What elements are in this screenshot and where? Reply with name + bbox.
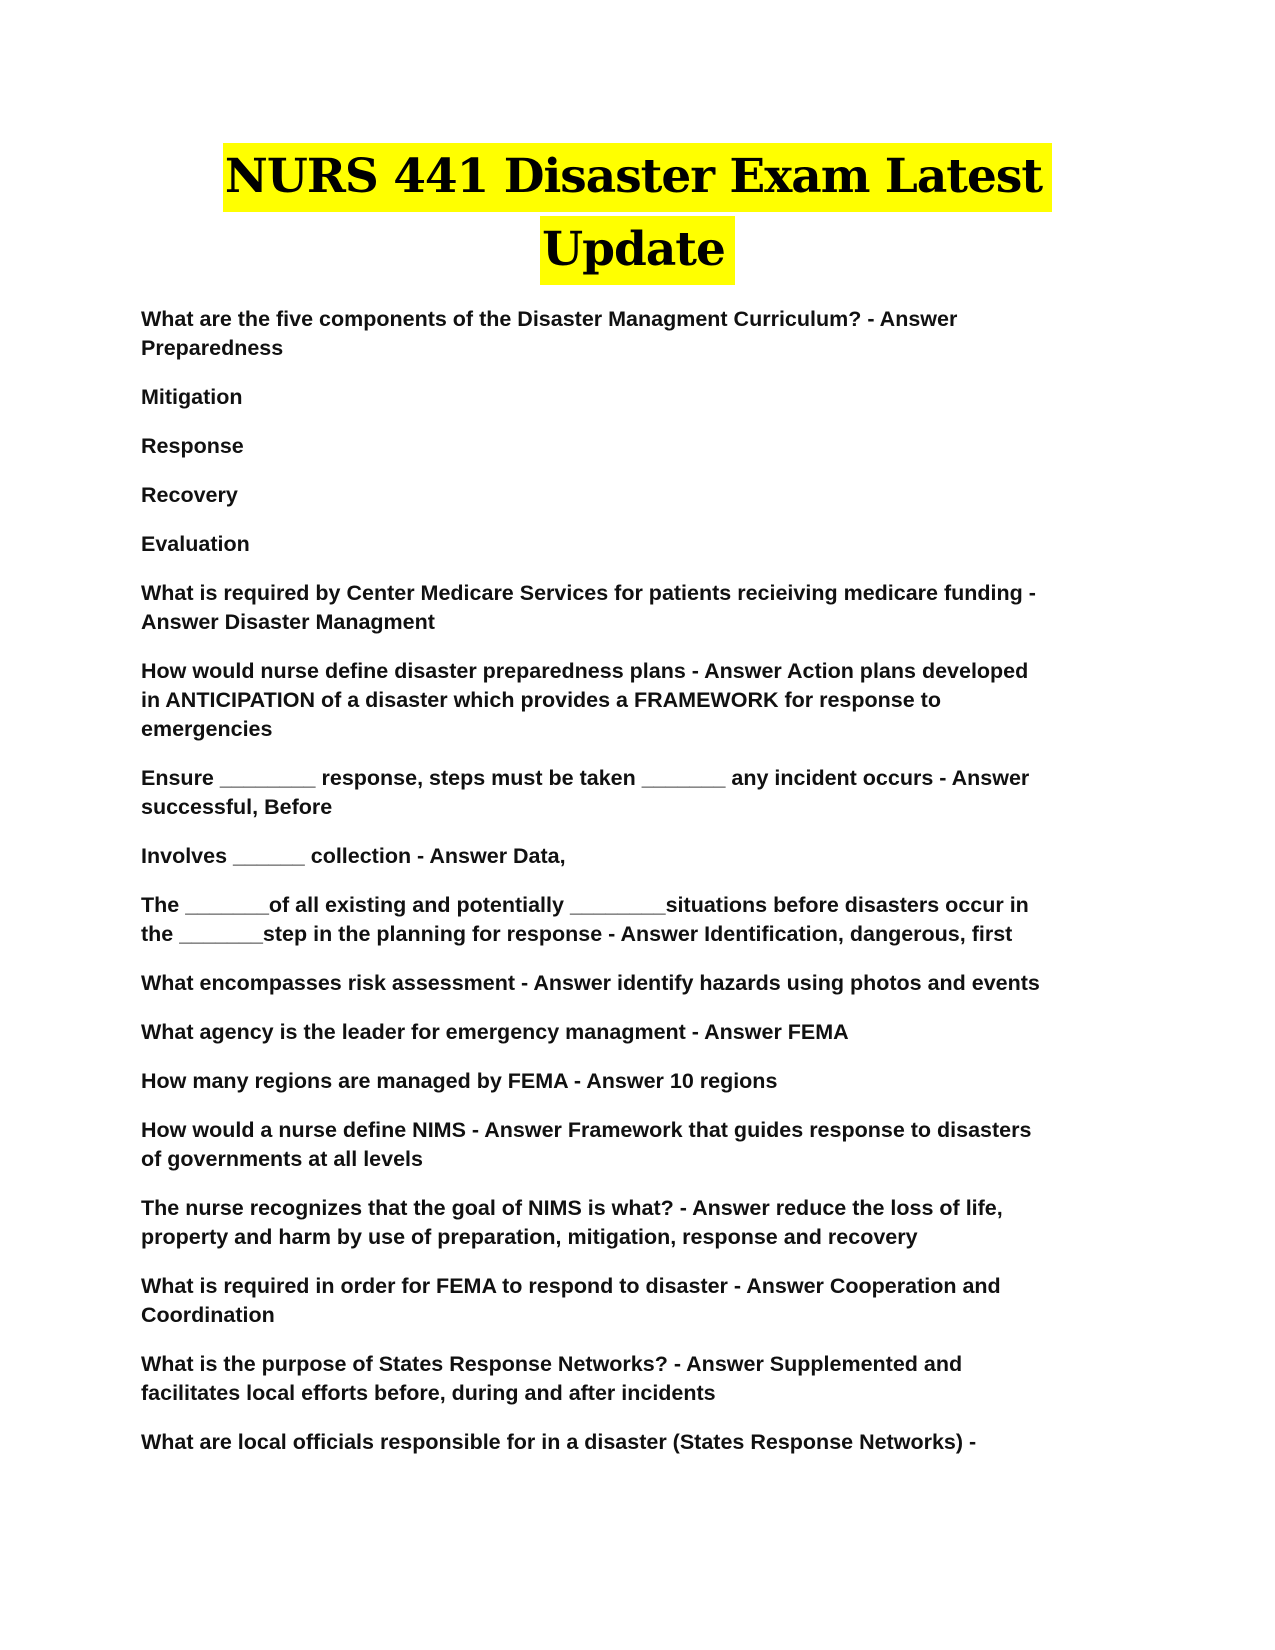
text-line: What is required by Center Medicare Services for patients recieiving medicare funding - <box>141 581 1036 605</box>
qa-paragraph <box>141 305 1141 363</box>
text-line: What encompasses risk assessment - Answer identify hazards using photos and events <box>141 971 1040 995</box>
text-line: emergencies <box>141 717 273 741</box>
text-line: What is the purpose of States Response Networks? - Answer Supplemented and <box>141 1352 963 1376</box>
qa-paragraph <box>141 657 1141 744</box>
text-line: facilitates local efforts before, during and after incidents <box>141 1381 716 1405</box>
qa-paragraph <box>141 969 1141 998</box>
text-line: in ANTICIPATION of a disaster which provides a FRAMEWORK for response to <box>141 688 941 712</box>
qa-paragraph <box>141 1350 1141 1408</box>
qa-paragraph <box>141 579 1141 637</box>
qa-paragraph <box>141 764 1141 822</box>
text-line: the _______step in the planning for response - Answer Identification, dangerous, first <box>141 922 1013 946</box>
text-line: successful, Before <box>141 795 333 819</box>
text-line: Evaluation <box>141 532 250 556</box>
qa-paragraph <box>141 1194 1141 1252</box>
title-line-2: Update <box>540 216 735 285</box>
text-line: of governments at all levels <box>141 1147 423 1171</box>
text-line: Coordination <box>141 1303 275 1327</box>
text-line: How many regions are managed by FEMA - Answer 10 regions <box>141 1069 778 1093</box>
text-line: What are the five components of the Disaster Managment Curriculum? - Answer <box>141 307 958 331</box>
document-body <box>141 305 1141 1477</box>
qa-paragraph <box>141 530 1141 559</box>
qa-paragraph <box>141 891 1141 949</box>
text-line: Answer Disaster Managment <box>141 610 435 634</box>
qa-paragraph <box>141 842 1141 871</box>
text-line: property and harm by use of preparation, mitigation, response and recovery <box>141 1225 918 1249</box>
qa-paragraph <box>141 432 1141 461</box>
text-line: The _______of all existing and potentially ________situations before disasters occur in <box>141 893 1029 917</box>
text-line: Preparedness <box>141 336 284 360</box>
qa-paragraph <box>141 1018 1141 1047</box>
text-line: How would nurse define disaster preparedness plans - Answer Action plans developed <box>141 659 1029 683</box>
text-line: How would a nurse define NIMS - Answer Framework that guides response to disasters <box>141 1118 1032 1142</box>
title-line-1: NURS 441 Disaster Exam Latest <box>223 143 1052 212</box>
qa-paragraph <box>141 1116 1141 1174</box>
qa-paragraph <box>141 383 1141 412</box>
document-title <box>0 140 1275 286</box>
text-line: What are local officials responsible for in a disaster (States Response Networks) - <box>141 1430 977 1454</box>
text-line: Response <box>141 434 244 458</box>
qa-paragraph <box>141 1067 1141 1096</box>
text-line: What agency is the leader for emergency managment - Answer FEMA <box>141 1020 849 1044</box>
qa-paragraph <box>141 481 1141 510</box>
qa-paragraph <box>141 1272 1141 1330</box>
text-line: Mitigation <box>141 385 243 409</box>
text-line: Recovery <box>141 483 238 507</box>
text-line: What is required in order for FEMA to respond to disaster - Answer Cooperation and <box>141 1274 1001 1298</box>
qa-paragraph <box>141 1428 1141 1457</box>
text-line: The nurse recognizes that the goal of NIMS is what? - Answer reduce the loss of life, <box>141 1196 1003 1220</box>
text-line: Involves ______ collection - Answer Data, <box>141 844 566 868</box>
text-line: Ensure ________ response, steps must be taken _______ any incident occurs - Answer <box>141 766 1030 790</box>
